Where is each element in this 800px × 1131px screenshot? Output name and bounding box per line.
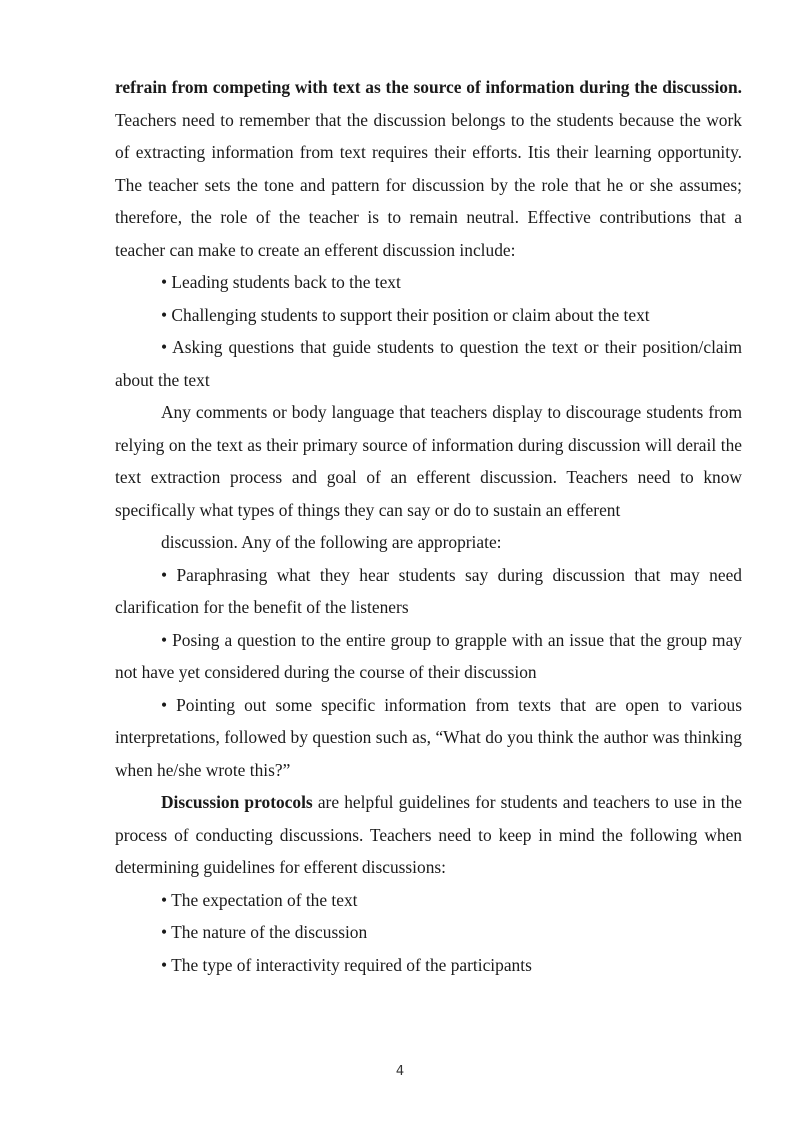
list-item: • The nature of the discussion — [161, 922, 368, 942]
list-item: • Challenging students to support their position or claim about the text — [161, 304, 650, 325]
list-item: • Posing a question to the entire group to grapple with an issue that the group may not have yet considered during the course of their discussion — [115, 629, 742, 682]
page-number: 4 — [395, 1064, 405, 1079]
list-item: • Pointing out some specific information from texts that are open to various interpretations, followed by question such as, “What do you think the author was thinking when he/she wrote this?” — [115, 694, 742, 780]
list-item: • Paraphrasing what they hear students say during discussion that may need clarification for the benefit of the listeners — [115, 564, 742, 617]
paragraph-text: Teachers need to remember that the discussion belongs to the students because the work of extracting information from text requires their efforts. Itis their learning opportunity. The teacher sets the tone and pattern for discussion by the role that he or she assumes; therefore, the role of the teacher is to remain neutral. Effective contributions that a teacher can make to create an efferent discussion include: — [115, 109, 742, 260]
paragraph-efferent-role — [115, 71, 742, 266]
paragraph-appropriate: discussion. Any of the following are appropriate: — [161, 532, 502, 552]
list-item: • Leading students back to the text — [161, 272, 401, 292]
list-item: • The type of interactivity required of the participants — [161, 954, 532, 975]
paragraph-body-language: Any comments or body language that teachers display to discourage students from relying on the text as their primary source of information during discussion will derail the text extraction process and goal of an efferent discussion. Teachers need to know specifically what types of things they can say or do to sustain an efferent — [115, 402, 742, 520]
paragraph-text: are helpful guidelines for students and teachers to use in the process of conducting discussions. Teachers need to keep in mind the following when determining guidelines for efferent discussions: — [115, 792, 742, 877]
list-item: • Asking questions that guide students to question the text or their position/claim about the text — [115, 337, 742, 390]
bold-lead-protocols: Discussion protocols — [161, 792, 313, 812]
list-item: • The expectation of the text — [161, 889, 358, 910]
document-page — [115, 71, 742, 981]
bold-lead-refrain: refrain from competing with text as the source of information during the discussion. — [115, 77, 742, 97]
paragraph-discussion-protocols — [115, 786, 742, 884]
